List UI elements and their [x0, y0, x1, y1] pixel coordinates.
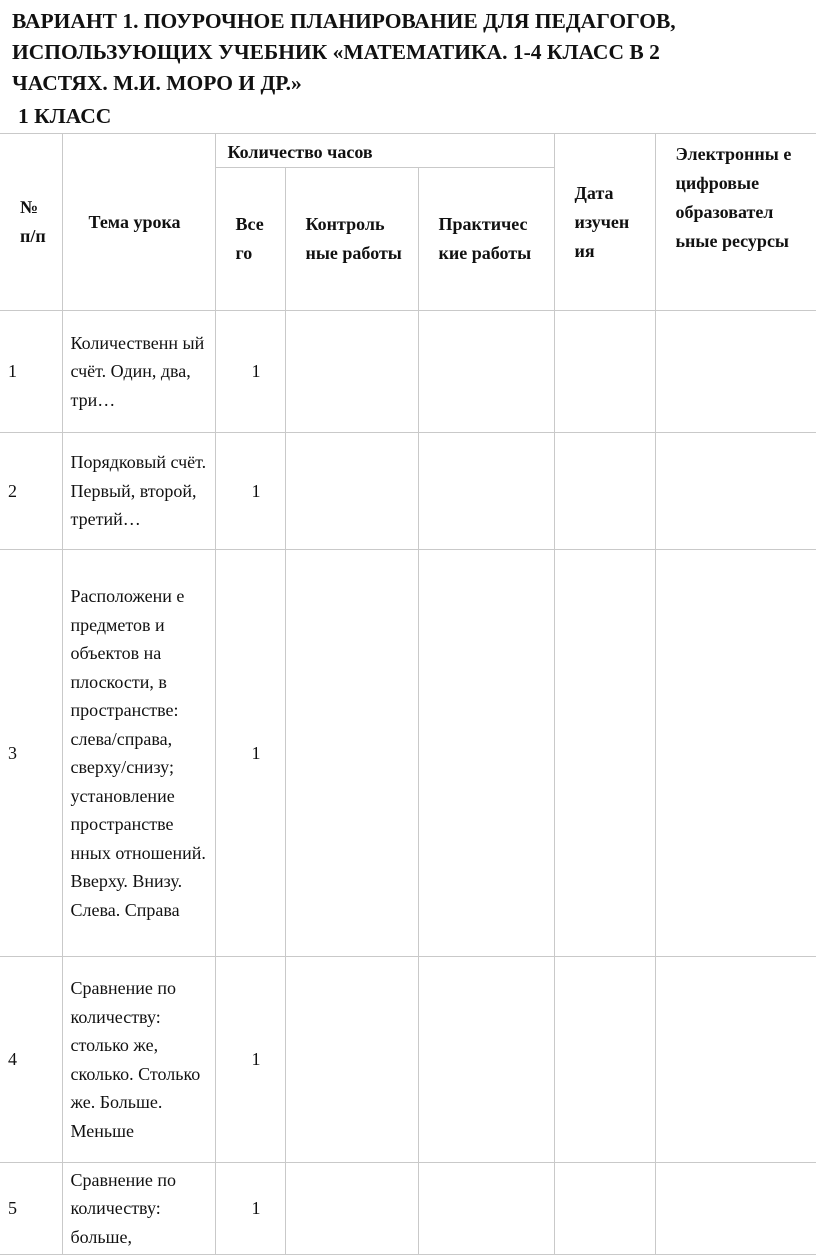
table-row [0, 433, 816, 550]
header-resources [655, 134, 816, 311]
row-resources [655, 311, 816, 433]
row-control [285, 433, 418, 550]
row-resources [655, 1163, 816, 1255]
lesson-plan-table [0, 133, 816, 1255]
row-total: 1 [215, 1163, 285, 1255]
row-control [285, 957, 418, 1163]
row-resources [655, 550, 816, 957]
header-practical [418, 168, 554, 311]
row-topic: Сравнение по количеству: больше, [62, 1163, 215, 1255]
header-number [0, 134, 62, 311]
row-resources [655, 433, 816, 550]
header-total-label: Все го [235, 214, 264, 263]
header-control-label: Контроль ные работы [305, 214, 402, 263]
header-number-label: № п/п [20, 197, 46, 246]
row-date [554, 433, 655, 550]
header-hours-group-label: Количество часов [227, 142, 373, 162]
header-date-label: Дата изучен ия [574, 182, 630, 261]
row-total: 1 [215, 550, 285, 957]
row-control [285, 1163, 418, 1255]
header-hours-group [215, 134, 554, 168]
row-number: 3 [0, 550, 62, 957]
row-topic: Расположени е предметов и объектов на плоскости, в пространстве: слева/справа, сверху/снизу; установление пространстве нных отношений. Вверху. Внизу. Слева. Справа [62, 550, 215, 957]
row-topic: Порядковый счёт. Первый, второй, третий… [62, 433, 215, 550]
row-practical [418, 1163, 554, 1255]
table-row [0, 311, 816, 433]
table-row [0, 1163, 816, 1255]
row-resources [655, 957, 816, 1163]
document-title-line: ИСПОЛЬЗУЮЩИХ УЧЕБНИК «МАТЕМАТИКА. 1-4 КЛАСС В 2 [12, 40, 660, 64]
header-topic-label: Тема урока [88, 211, 181, 232]
grade-heading: 1 КЛАСС [18, 104, 112, 128]
header-control [285, 168, 418, 311]
row-control [285, 550, 418, 957]
row-practical [418, 311, 554, 433]
row-topic: Количественн ый счёт. Один, два, три… [62, 311, 215, 433]
row-date [554, 957, 655, 1163]
header-topic [62, 134, 215, 311]
row-date [554, 311, 655, 433]
row-number: 4 [0, 957, 62, 1163]
header-practical-label: Практичес кие работы [438, 214, 532, 263]
row-number: 1 [0, 311, 62, 433]
row-total: 1 [215, 957, 285, 1163]
header-resources-label: Электронны е цифровые образовател ьные ресурсы [675, 144, 792, 251]
row-topic: Сравнение по количеству: столько же, сколько. Столько же. Больше. Меньше [62, 957, 215, 1163]
row-practical [418, 550, 554, 957]
row-number: 2 [0, 433, 62, 550]
row-control [285, 311, 418, 433]
row-date [554, 550, 655, 957]
header-total [215, 168, 285, 311]
row-date [554, 1163, 655, 1255]
header-date [554, 134, 655, 311]
row-total: 1 [215, 433, 285, 550]
document-title-line: ВАРИАНТ 1. ПОУРОЧНОЕ ПЛАНИРОВАНИЕ ДЛЯ ПЕДАГОГОВ, [12, 9, 676, 33]
table-row [0, 957, 816, 1163]
document-title [12, 6, 812, 99]
row-number: 5 [0, 1163, 62, 1255]
table-row [0, 550, 816, 957]
row-practical [418, 433, 554, 550]
document-title-line: ЧАСТЯХ. М.И. МОРО И ДР.» [12, 71, 302, 95]
row-practical [418, 957, 554, 1163]
row-total: 1 [215, 311, 285, 433]
